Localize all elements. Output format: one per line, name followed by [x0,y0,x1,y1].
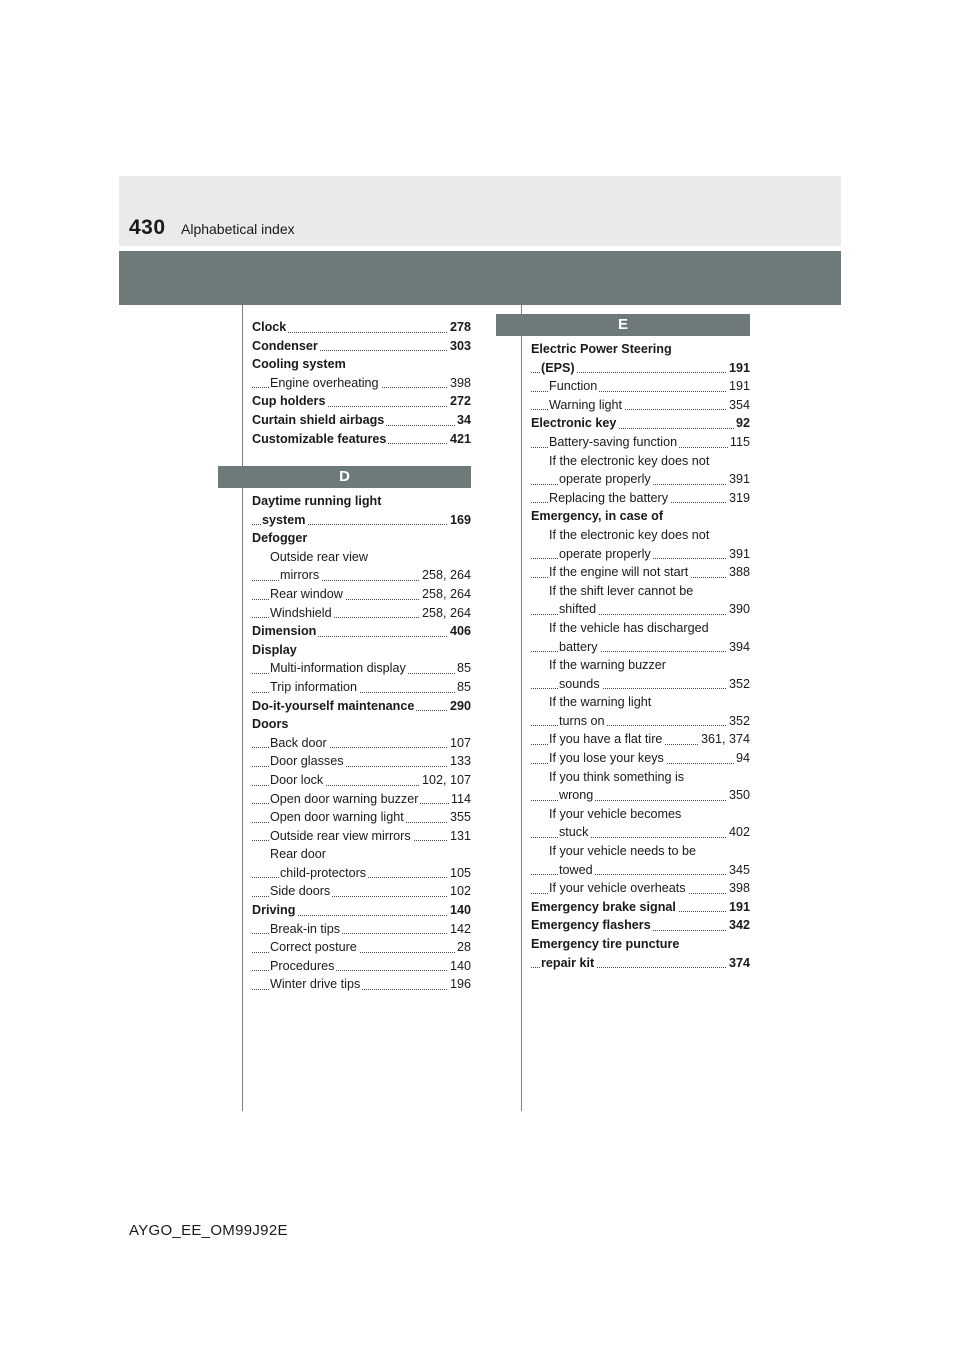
entry-page-ref: 258, 264 [420,566,471,585]
index-entry [252,790,471,809]
entry-label: sounds [559,676,600,691]
left-column-rule [242,305,243,1111]
entry-page-ref: 388 [727,563,750,582]
entry-page-ref: 290 [448,697,471,716]
entry-label: Emergency, in case of [531,509,664,524]
entry-page-ref: 402 [727,823,750,842]
entry-page-ref: 398 [727,879,750,898]
index-entry [531,433,750,452]
page-number: 430 [129,216,166,239]
entry-label: Outside rear view [270,549,368,564]
entry-label: Windshield [270,605,332,620]
entry-page-ref: 258, 264 [420,585,471,604]
entry-page-ref: 107 [448,734,471,753]
index-entry [252,975,471,994]
index-entry [252,604,471,623]
index-entry [531,526,750,545]
entry-page-ref: 85 [455,678,471,697]
entry-page-ref: 355 [448,808,471,827]
index-entry [531,414,750,433]
entry-label: operate properly [559,546,651,561]
entry-label: If the electronic key does not [549,527,710,542]
entry-page-ref: 105 [448,864,471,883]
index-entry [531,861,750,880]
entry-page-ref: 142 [448,920,471,939]
entry-label: Back door [270,735,327,750]
entry-label: Defogger [252,531,308,546]
index-entry [252,585,471,604]
index-entry [252,392,471,411]
index-entry [531,545,750,564]
index-entry [252,430,471,449]
entry-label: Cup holders [252,394,326,409]
index-list-d [252,492,471,994]
index-entry [252,355,471,374]
index-entry [531,898,750,917]
entry-label: battery [559,639,598,654]
entry-label: Driving [252,903,296,918]
entry-label: Multi-information display [270,661,406,676]
entry-label: Electronic key [531,416,617,431]
entry-label: If you have a flat tire [549,732,663,747]
index-entry [531,452,750,471]
entry-label: Rear window [270,586,343,601]
entry-page-ref: 131 [448,827,471,846]
entry-label: Warning light [549,397,623,412]
index-entry [531,786,750,805]
index-entry [252,715,471,734]
entry-page-ref: 140 [448,901,471,920]
entry-page-ref: 319 [727,489,750,508]
index-entry [252,659,471,678]
entry-page-ref: 398 [448,374,471,393]
entry-page-ref: 350 [727,786,750,805]
index-entry [252,337,471,356]
entry-page-ref: 28 [455,938,471,957]
entry-page-ref: 114 [449,790,471,809]
entry-label: Display [252,642,297,657]
index-entry [252,697,471,716]
index-entry [252,529,471,548]
entry-label: Side doors [270,884,331,899]
entry-label: Emergency brake signal [531,899,676,914]
index-entry [531,507,750,526]
index-entry [531,693,750,712]
entry-label: mirrors [280,568,320,583]
entry-label: Do-it-yourself maintenance [252,698,415,713]
index-entry [252,622,471,641]
entry-page-ref: 394 [727,638,750,657]
right-column-rule [521,305,522,1111]
index-entry [252,752,471,771]
index-entry [252,827,471,846]
index-entry [531,489,750,508]
entry-label: If the vehicle has discharged [549,620,709,635]
entry-label: child-protectors [280,865,367,880]
index-entry [252,548,471,567]
index-entry [252,374,471,393]
entry-page-ref: 278 [448,318,471,337]
index-entry [252,938,471,957]
index-entry [531,656,750,675]
document-code: AYGO_EE_OM99J92E [129,1222,288,1239]
entry-label: Rear door [270,847,327,862]
entry-label: Open door warning light [270,810,404,825]
entry-label: Correct posture [270,940,357,955]
entry-page-ref: 102, 107 [420,771,471,790]
entry-label: If you think something is [549,769,685,784]
index-entry [531,749,750,768]
entry-label: If the engine will not start [549,565,689,580]
entry-label: If your vehicle becomes [549,806,682,821]
index-entry [531,600,750,619]
entry-page-ref: 34 [455,411,471,430]
entry-label: Break-in tips [270,921,340,936]
index-entry [252,411,471,430]
index-entry [531,879,750,898]
index-entry [531,675,750,694]
entry-label: Door lock [270,772,324,787]
index-entry [252,771,471,790]
entry-label: operate properly [559,472,651,487]
entry-page-ref: 342 [727,916,750,935]
index-entry [531,582,750,601]
index-entry [531,340,750,359]
index-entry [252,492,471,511]
entry-label: stuck [559,825,589,840]
entry-label: Customizable features [252,431,387,446]
entry-label: If your vehicle needs to be [549,844,697,859]
entry-page-ref: 258, 264 [420,604,471,623]
index-entry [531,470,750,489]
index-entry [531,823,750,842]
entry-label: Trip information [270,679,358,694]
entry-page-ref: 352 [727,712,750,731]
header-title: Alphabetical index [181,221,295,237]
entry-page-ref: 196 [448,975,471,994]
entry-label: If the electronic key does not [549,453,710,468]
entry-label: Battery-saving function [549,434,678,449]
header-dark-band [119,251,841,305]
entry-page-ref: 102 [448,882,471,901]
entry-label: turns on [559,713,605,728]
entry-page-ref: 191 [727,359,750,378]
index-entry [531,359,750,378]
index-entry [531,377,750,396]
entry-label: If the warning buzzer [549,658,666,673]
entry-label: system [262,512,306,527]
index-entry [531,563,750,582]
entry-label: If you lose your keys [549,751,664,766]
entry-label: If your vehicle overheats [549,881,686,896]
entry-label: repair kit [541,955,595,970]
index-entry [252,882,471,901]
entry-label: Cooling system [252,357,346,372]
index-entry [252,901,471,920]
section-header-d: D [218,466,471,488]
entry-label: Clock [252,320,287,334]
entry-label: Curtain shield airbags [252,412,385,427]
index-entry [252,808,471,827]
index-entry [252,734,471,753]
index-entry [252,845,471,864]
entry-page-ref: 94 [734,749,750,768]
entry-label: Replacing the battery [549,490,669,505]
entry-label: If the warning light [549,695,652,710]
entry-page-ref: 374 [727,954,750,973]
index-entry [252,511,471,530]
index-list-e [531,340,750,972]
entry-label: towed [559,862,593,877]
index-entry [531,768,750,787]
entry-label: Door glasses [270,754,344,769]
entry-label: (EPS) [541,360,575,375]
entry-label: Dimension [252,624,317,639]
entry-page-ref: 361, 374 [699,730,750,749]
index-entry [531,935,750,954]
entry-label: Outside rear view mirrors [270,828,411,843]
index-entry [531,954,750,973]
entry-page-ref: 390 [727,600,750,619]
entry-page-ref: 406 [448,622,471,641]
index-entry [531,712,750,731]
entry-label: wrong [559,788,594,803]
entry-page-ref: 354 [727,396,750,415]
entry-page-ref: 391 [727,470,750,489]
entry-label: Winter drive tips [270,977,361,992]
section-header-e: E [496,314,750,336]
index-entry [252,678,471,697]
entry-page-ref: 421 [448,430,471,449]
index-entry [531,916,750,935]
entry-label: Open door warning buzzer [270,791,419,806]
index-entry [531,805,750,824]
entry-page-ref: 191 [727,377,750,396]
entry-page-ref: 92 [734,414,750,433]
entry-label: Condenser [252,338,318,353]
entry-label: If the shift lever cannot be [549,583,694,598]
entry-label: Engine overheating [270,375,379,390]
entry-label: shifted [559,602,597,617]
index-entry [252,641,471,660]
entry-label: Function [549,379,598,394]
index-entry [531,730,750,749]
index-entry [252,566,471,585]
entry-label: Procedures [270,958,335,973]
entry-page-ref: 140 [448,957,471,976]
entry-page-ref: 345 [727,861,750,880]
index-entry [252,864,471,883]
index-entry [531,638,750,657]
entry-page-ref: 169 [448,511,471,530]
index-entry [252,957,471,976]
entry-label: Doors [252,717,289,732]
index-list-c [252,318,471,448]
index-entry [531,619,750,638]
entry-page-ref: 352 [727,675,750,694]
entry-page-ref: 115 [728,433,750,452]
index-entry [531,842,750,861]
entry-page-ref: 303 [448,337,471,356]
index-entry [252,920,471,939]
entry-label: Emergency flashers [531,918,651,933]
entry-page-ref: 133 [448,752,471,771]
entry-page-ref: 191 [727,898,750,917]
entry-page-ref: 85 [455,659,471,678]
entry-label: Electric Power Steering [531,342,672,356]
index-entry [252,318,471,337]
entry-label: Emergency tire puncture [531,937,680,951]
index-entry [531,396,750,415]
entry-page-ref: 391 [727,545,750,564]
entry-page-ref: 272 [448,392,471,411]
entry-label: Daytime running light [252,494,382,508]
